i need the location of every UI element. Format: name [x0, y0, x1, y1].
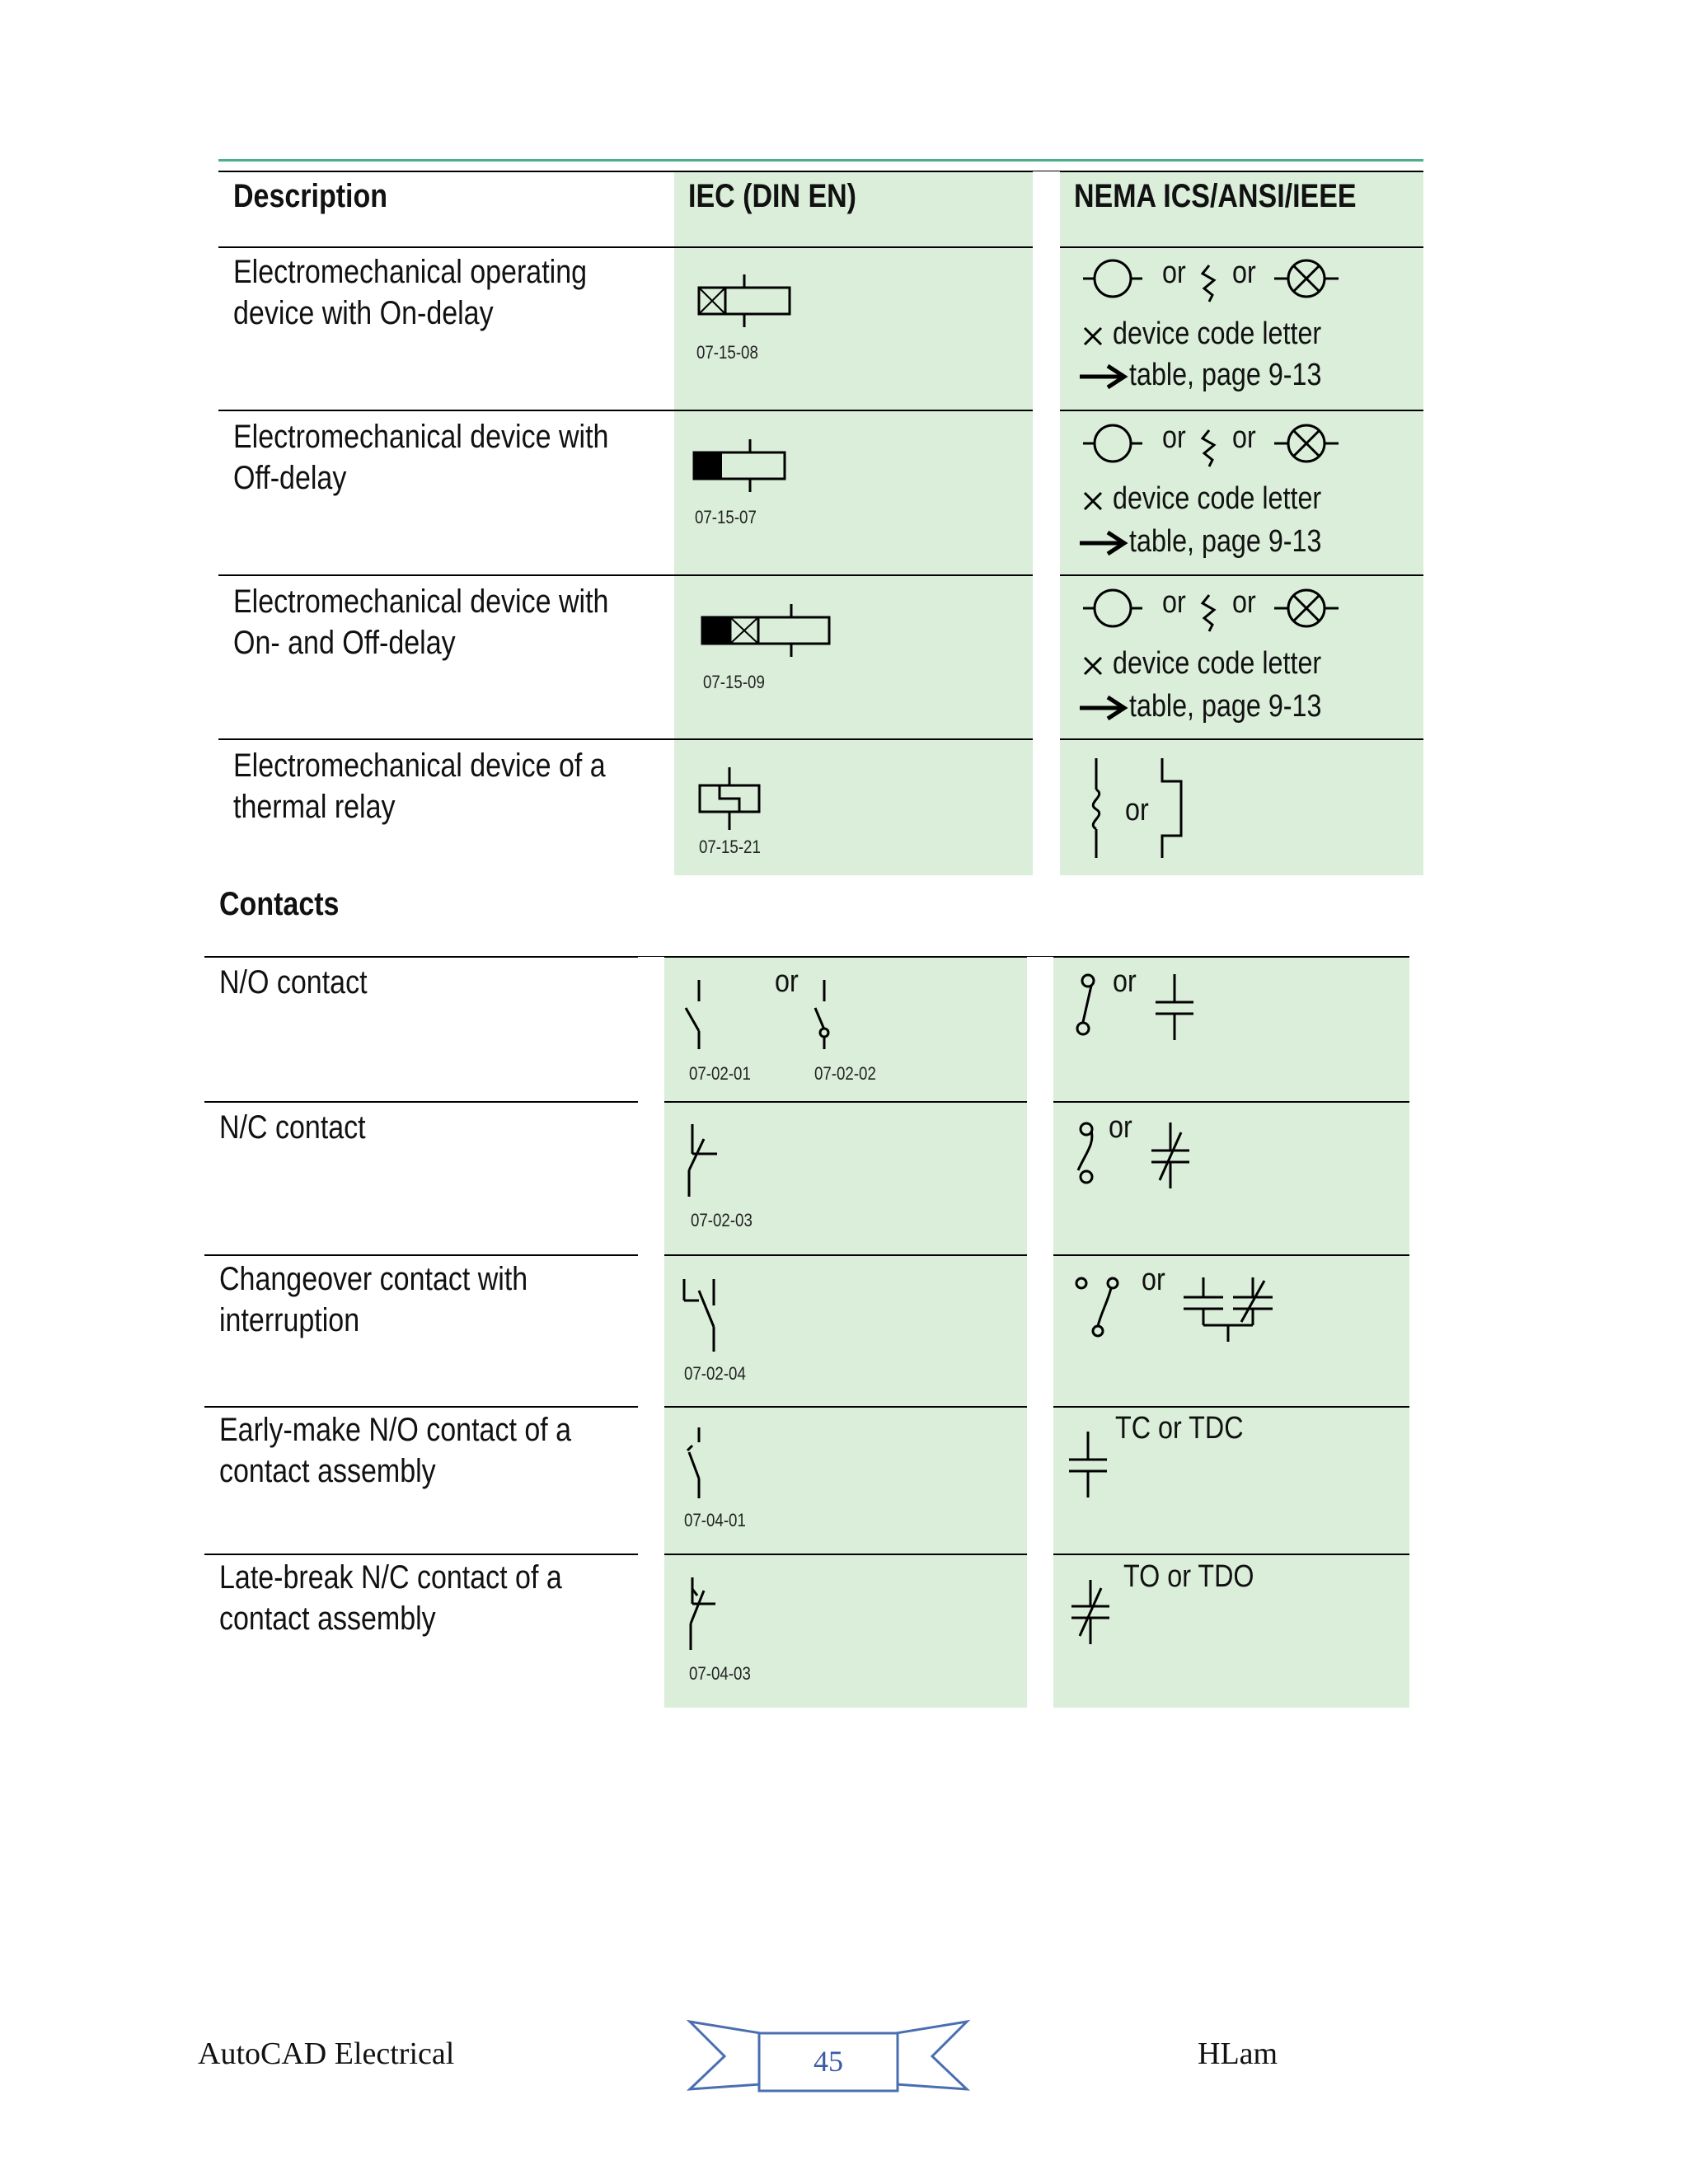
nema-x-circle-coil-icon [1269, 585, 1343, 631]
contact-1-iec-code-2: 07-02-02 [814, 1063, 876, 1084]
nema-device-code-letter: device code letter [1113, 316, 1322, 351]
header-bottom-rule [218, 246, 1423, 248]
arrow-right-icon [1078, 694, 1128, 722]
row-1-description-line2: device with On-delay [233, 295, 494, 331]
row-2-iec-code: 07-15-07 [695, 507, 757, 527]
row-divider [204, 1101, 1409, 1103]
times-icon [1082, 490, 1104, 512]
contact-4-description-line1: Early-make N/O contact of a [219, 1412, 572, 1448]
footer-title: AutoCAD Electrical [198, 2036, 455, 2071]
column-gap [1027, 957, 1053, 1708]
nema-device-code-letter: device code letter [1113, 646, 1322, 681]
nema-no-contact-icon [1154, 972, 1195, 1042]
iec-no-contact-alt-icon [812, 977, 837, 1051]
nema-thermal-element-icon [1084, 757, 1109, 860]
nema-coil-circle-icon [1080, 255, 1146, 302]
contacts-heading: Contacts [219, 886, 340, 922]
iec-early-make-contact-icon [682, 1424, 715, 1502]
nema-x-circle-coil-icon [1269, 420, 1343, 466]
iec-or-text: or [775, 964, 799, 999]
row-2-description-line1: Electromechanical device with [233, 419, 609, 455]
nema-table-reference: table, page 9-13 [1129, 358, 1322, 392]
nema-coil-circle-icon [1080, 585, 1146, 631]
nema-x-circle-coil-icon [1269, 255, 1343, 302]
nema-zigzag-coil-icon [1199, 427, 1219, 468]
nema-zigzag-coil-icon [1199, 262, 1219, 303]
on-delay-coil-symbol-icon [692, 268, 791, 326]
row-2-description-line2: Off-delay [233, 460, 347, 496]
nema-nc-contact-icon [1150, 1121, 1191, 1190]
thermal-relay-symbol-icon [696, 762, 771, 828]
nema-no-contact-switch-icon [1071, 971, 1104, 1041]
on-off-delay-coil-symbol-icon [701, 598, 832, 655]
header-top-rule [218, 171, 1423, 172]
contact-5-description-line1: Late-break N/C contact of a [219, 1559, 562, 1596]
contact-5-description-line2: contact assembly [219, 1601, 436, 1637]
nema-tc-label: TC or TDC [1115, 1411, 1244, 1446]
row-4-description-line2: thermal relay [233, 789, 396, 825]
contact-1-description: N/O contact [219, 964, 368, 1001]
header-description: Description [233, 178, 388, 214]
nema-or-text: or [1232, 255, 1256, 290]
row-4-description-line1: Electromechanical device of a [233, 748, 606, 784]
nema-or-text: or [1162, 255, 1186, 290]
row-divider [218, 574, 1423, 576]
contact-4-iec-code: 07-04-01 [684, 1510, 746, 1530]
row-divider [204, 1554, 1409, 1555]
row-divider [204, 1406, 1409, 1408]
row-divider [218, 410, 1423, 411]
column-gap [638, 957, 664, 1708]
contact-1-iec-code-1: 07-02-01 [689, 1063, 751, 1084]
nema-device-code-letter: device code letter [1113, 481, 1322, 516]
nema-changeover-contacts-icon [1179, 1276, 1278, 1345]
row-4-iec-code: 07-15-21 [699, 837, 761, 857]
iec-nc-contact-icon [684, 1121, 725, 1199]
contact-2-iec-code: 07-02-03 [691, 1210, 753, 1230]
row-3-iec-code: 07-15-09 [703, 672, 765, 692]
arrow-right-icon [1078, 529, 1128, 557]
nema-or-text: or [1125, 793, 1149, 827]
row-1-iec-code: 07-15-08 [696, 342, 758, 363]
arrow-right-icon [1078, 363, 1128, 391]
column-gap [1033, 171, 1060, 877]
nema-coil-circle-icon [1080, 420, 1146, 466]
contact-3-iec-code: 07-02-04 [684, 1363, 746, 1384]
contact-2-description: N/C contact [219, 1109, 366, 1146]
nema-or-text: or [1162, 420, 1186, 455]
nema-early-make-contact-icon [1067, 1430, 1109, 1499]
nema-changeover-switch-icon [1071, 1273, 1129, 1343]
contact-3-description-line1: Changeover contact with [219, 1261, 528, 1297]
nema-or-text: or [1142, 1263, 1165, 1297]
page-number: 45 [814, 2045, 843, 2078]
row-divider [204, 1254, 1409, 1256]
footer-author: HLam [1198, 2036, 1278, 2071]
nema-late-break-contact-icon [1070, 1578, 1111, 1647]
contact-3-description-line2: interruption [219, 1302, 360, 1338]
nema-or-text: or [1162, 585, 1186, 620]
times-icon [1082, 655, 1104, 677]
row-divider [218, 738, 1423, 740]
nema-or-text: or [1113, 964, 1137, 999]
table-top-rule [218, 159, 1423, 162]
nema-or-text: or [1232, 420, 1256, 455]
row-3-description-line2: On- and Off-delay [233, 625, 456, 661]
nema-to-label: TO or TDO [1123, 1559, 1254, 1594]
times-icon [1082, 326, 1104, 347]
nema-nc-contact-switch-icon [1070, 1119, 1103, 1189]
contact-4-description-line2: contact assembly [219, 1453, 436, 1489]
header-iec: IEC (DIN EN) [688, 178, 856, 214]
iec-changeover-contact-icon [681, 1276, 722, 1354]
nema-table-reference: table, page 9-13 [1129, 689, 1322, 724]
row-3-description-line1: Electromechanical device with [233, 583, 609, 620]
iec-late-break-contact-icon [684, 1574, 725, 1652]
nema-zigzag-coil-icon [1199, 592, 1219, 633]
row-1-description-line1: Electromechanical operating [233, 254, 588, 290]
off-delay-coil-symbol-icon [692, 433, 791, 490]
nema-or-text: or [1232, 585, 1256, 620]
nema-or-text: or [1109, 1110, 1132, 1145]
header-nema: NEMA ICS/ANSI/IEEE [1074, 178, 1357, 214]
contacts-top-rule [204, 956, 1409, 958]
iec-no-contact-icon [682, 977, 707, 1051]
nema-thermal-overload-icon [1158, 757, 1191, 860]
contact-5-iec-code: 07-04-03 [689, 1663, 751, 1684]
nema-table-reference: table, page 9-13 [1129, 524, 1322, 559]
